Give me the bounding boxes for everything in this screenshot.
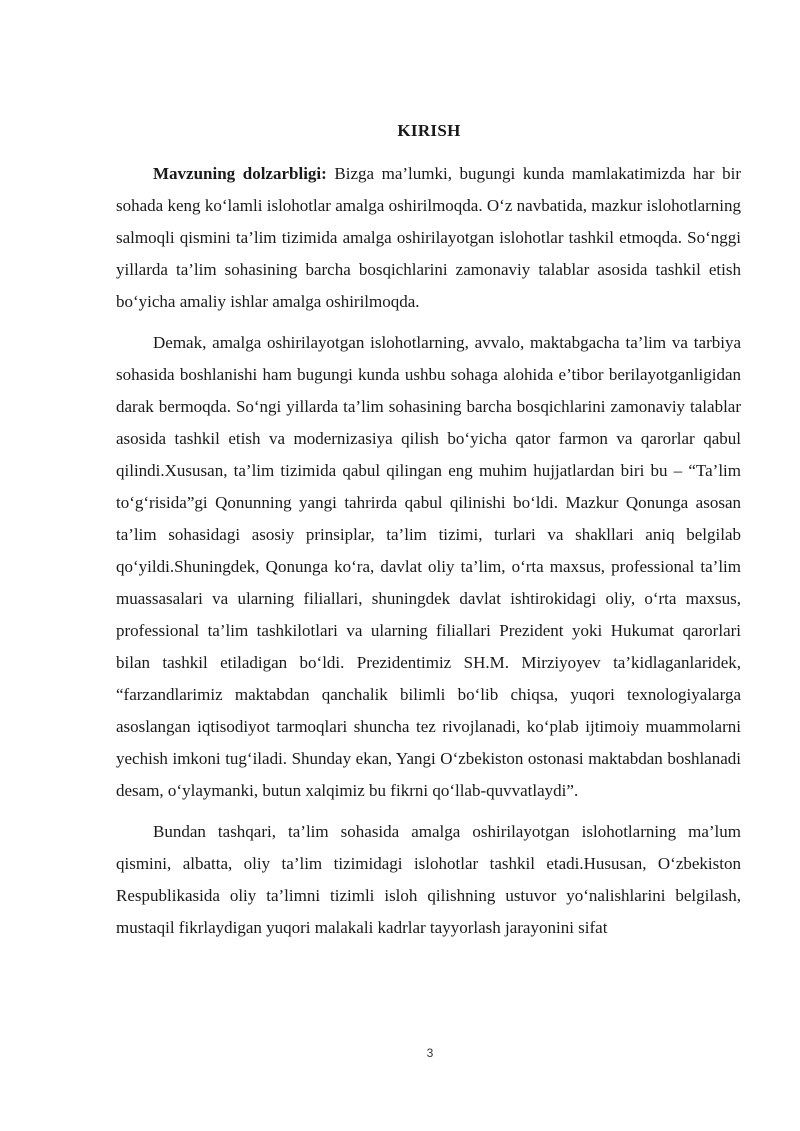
paragraph-2 <box>116 327 741 807</box>
paragraph-text: Bundan tashqari, ta’lim sohasida amalga oshirilayotgan islohotlarning ma’lum qismini, albatta, oliy ta’lim tizimidagi islohotlar tashkil etadi.Hususan, O‘zbekiston Respublikasida oliy ta’limni tizimli isloh qilishning ustuvor yo‘nalishlarini belgilash, mustaqil fikrlaydigan yuqori malakali kadrlar tayyorlash jarayonini sifat <box>116 822 741 937</box>
page-number: 3 <box>426 1046 434 1060</box>
paragraph-text: Demak, amalga oshirilayotgan islohotlarning, avvalo, maktabgacha ta’lim va tarbiya sohasida boshlanishi ham bugungi kunda ushbu sohaga alohida e’tibor berilayotganligidan darak bermoqda. So‘ngi yillarda ta’lim sohasining barcha bosqichlarini zamonaviy talablar asosida tashkil etish va modernizasiya qilish bo‘yicha qator farmon va qarorlar qabul qilindi.Xususan, ta’lim tizimida qabul qilingan eng muhim hujjatlardan biri bu – “Ta’lim to‘g‘risida”gi Qonunning yangi tahrirda qabul qilinishi bo‘ldi. Mazkur Qonunga asosan ta’lim sohasidagi asosiy prinsiplar, ta’lim tizimi, turlari va shakllari aniq belgilab qo‘yildi.Shuningdek, Qonunga ko‘ra, davlat oliy ta’lim, o‘rta maxsus, professional ta’lim muassasalari va ularning filiallari, shuningdek davlat ishtirokidagi oliy, o‘rta maxsus, professional ta’lim tashkilotlari va ularning filiallari Prezident yoki Hukumat qarorlari bilan tashkil etiladigan bo‘ldi. Prezidentimiz SH.M. Mirziyoyev ta’kidlaganlaridek, “farzandlarimiz maktabdan qanchalik bilimli bo‘lib chiqsa, yuqori texnologiyalarga asoslangan iqtisodiyot tarmoqlari shuncha tez rivojlanadi, ko‘plab ijtimoiy muammolarni yechish imkoni tug‘iladi. Shunday ekan, Yangi O‘zbekiston ostonasi maktabdan boshlanadi desam, o‘ylaymanki, butun xalqimiz bu fikrni qo‘llab-quvvatlaydi”. <box>116 333 741 800</box>
paragraph-3 <box>116 816 741 944</box>
body-text <box>116 158 741 953</box>
paragraph-text: Bizga ma’lumki, bugungi kunda mamlakatimizda har bir sohada keng ko‘lamli islohotlar amalga oshirilmoqda. O‘z navbatida, mazkur islohotlarning salmoqli qismini ta’lim tizimida amalga oshirilayotgan islohotlar tashkil etmoqda. So‘nggi yillarda ta’lim sohasining barcha bosqichlarini zamonaviy talablar asosida tashkil etish bo‘yicha amaliy ishlar amalga oshirilmoqda. <box>116 164 741 311</box>
paragraph-1 <box>116 158 741 318</box>
section-title: KIRISH <box>397 121 461 140</box>
paragraph-lead: Mavzuning dolzarbligi: <box>153 164 327 183</box>
